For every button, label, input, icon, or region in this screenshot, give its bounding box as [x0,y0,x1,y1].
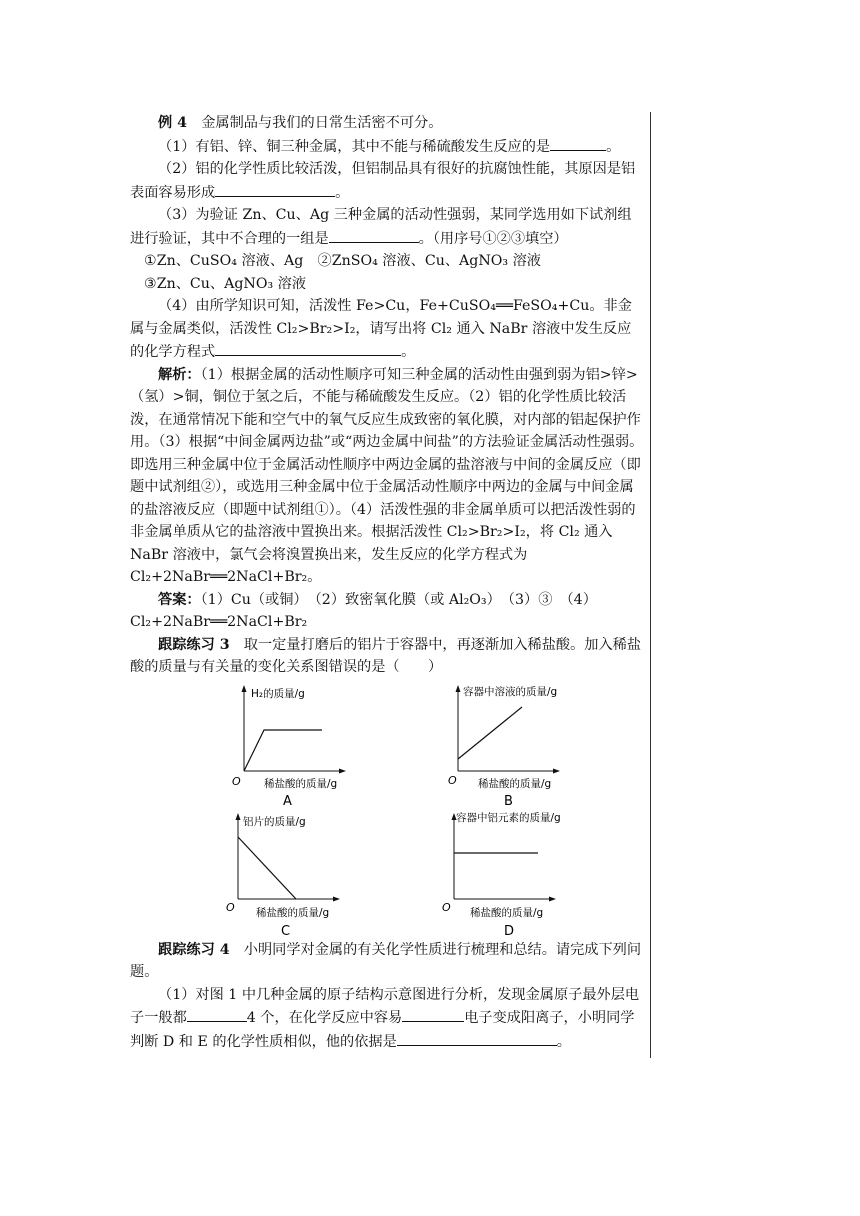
practice4-q1-text-c: 电子变成阳离子，小明同学判断 D 和 E 的化学性质相似，他的依据是 [130,1010,635,1050]
graph-c-origin: O [226,900,235,914]
graphs-area [130,683,644,939]
example4-intro [130,112,644,135]
q3-option-2: ②ZnSO₄ 溶液、Cu、AgNO₃ 溶液 [317,253,541,269]
practice4-q1 [130,984,644,1054]
practice3-heading: 跟踪练习 3 [158,636,230,653]
graph-a-x-arrow [339,768,346,773]
graph-a [226,683,356,813]
graph-d-x-arrow [549,896,556,901]
q2-end: 。 [335,184,350,201]
analysis-paragraph [130,364,644,589]
graph-c [226,811,356,945]
q4-answer-blank[interactable] [215,340,401,356]
graph-a-xlabel: 稀盐酸的质量/g [264,777,338,790]
graph-b-y-arrow [456,685,461,692]
graph-c-ylabel: 铝片的质量/g [243,815,306,828]
example4-q4 [130,295,644,364]
example4-q1 [130,135,644,159]
document-column [130,112,644,1053]
q3-option-3: ③Zn、Cu、AgNO₃ 溶液 [144,275,307,292]
practice4-q1-end: 。 [556,1033,571,1050]
graph-c-letter: C [281,923,291,939]
graph-a-curve [244,730,322,771]
q3-options-row-2 [130,273,644,296]
graph-d-ylabel: 容器中铝元素的质量/g [456,811,561,824]
graph-c-y-arrow [236,813,241,820]
graph-b-ylabel: 容器中溶液的质量/g [463,685,558,698]
graph-c-curve [238,837,296,899]
graph-a-origin: O [232,774,241,788]
practice4-heading: 跟踪练习 4 [158,941,230,958]
practice4-text: 小明同学对金属的有关化学性质进行梳理和总结。请完成下列问题。 [130,941,642,980]
practice4-blank-1[interactable] [187,1006,247,1022]
practice4-q1-text-a: （1）对图 1 中几种金属的原子结构示意图进行分析，发现金属原子最外层电子一般都 [130,986,640,1026]
practice4-paragraph [130,939,644,984]
practice3-paragraph [130,634,644,679]
graph-d-svg [442,811,576,939]
example4-heading: 例 4 [158,115,187,131]
practice4-q1-text-b: 4 个，在化学反应中容易 [246,1010,403,1026]
q3-options-row [130,250,644,273]
graph-d [442,811,576,945]
q3-answer-blank[interactable] [329,227,419,243]
graph-d-xlabel: 稀盐酸的质量/g [470,906,544,919]
q3-option-1: ①Zn、CuSO₄ 溶液、Ag [144,253,304,269]
answer-label: 答案： [158,591,201,608]
graph-d-origin: O [442,900,451,914]
analysis-text: （1）根据金属的活动性顺序可知三种金属的活动性由强到弱为铝>锌>（氢）>铜，铜位于氢之后，不能与稀硫酸发生反应。（2）铝的化学性质比较活泼，在通常情况下能和空气中的氧气反应生成致密的氧化膜，对内部的铝起保护作用。（3）根据“中间金属两边盐”或“两边金属中间盐”的方法验证金属活动性强弱。即选用三种金属中位于金属活动性顺序中两边金属的盐溶液与中间的金属反应（即题中试剂组②），或选用三种金属中位于金属活动性顺序中两边的金属与中间金属的盐溶液反应（即题中试剂组①）。（4）活泼性强的非金属单质可以把活泼性弱的非金属单质从它的盐溶液中置换出来。根据活泼性 Cl₂>Br₂>I₂，将 Cl₂ 通入 NaBr 溶液中，氯气会将溴置换出来，发生反应的化学方程式为 Cl₂+2NaBr══2NaCl+Br₂。 [130,366,644,585]
graph-d-letter: D [504,923,515,939]
graph-b-svg [446,683,576,809]
practice4-blank-2[interactable] [402,1006,464,1022]
graph-b-x-arrow [553,768,560,773]
graph-a-letter: A [283,793,292,809]
graph-b-origin: O [448,773,457,787]
q3-end: 。（用序号①②③填空） [418,230,568,247]
q4-end: 。 [401,344,416,360]
practice3-text: 取一定量打磨后的铝片于容器中，再逐渐加入稀盐酸。加入稀盐酸的质量与有关量的变化关系图错误的是（ ） [130,636,642,675]
q3-text: （3）为验证 Zn、Cu、Ag 三种金属的活动性强弱，某同学选用如下试剂组进行验证，其中不合理的一组是 [130,207,632,247]
example4-q3 [130,204,644,250]
graph-a-y-arrow [242,685,247,692]
q1-text: （1）有铝、锌、铜三种金属，其中不能与稀硫酸发生反应的是 [158,138,551,155]
graph-b [446,683,576,813]
graph-b-curve [458,707,522,759]
column-border-line [650,112,651,1058]
answer-paragraph [130,589,644,634]
example4-q2 [130,158,644,204]
graph-b-letter: B [504,793,513,809]
graph-b-xlabel: 稀盐酸的质量/g [478,777,552,790]
graph-a-svg [226,683,356,809]
graph-c-x-arrow [333,896,340,901]
q1-end: 。 [606,138,621,155]
graph-c-svg [226,811,356,937]
graph-a-ylabel: H₂的质量/g [251,687,305,700]
graph-c-xlabel: 稀盐酸的质量/g [256,906,330,919]
analysis-label: 解析： [158,366,201,383]
q2-text: （2）铝的化学性质比较活泼，但铝制品具有很好的抗腐蚀性能，其原因是铝表面容易形成 [130,161,636,201]
example4-intro-text: 金属制品与我们的日常生活密不可分。 [201,115,443,131]
q1-answer-blank[interactable] [550,135,606,151]
answer-text: （1）Cu（或铜） （2）致密氧化膜（或 Al₂O₃） （3）③ （4）Cl₂+2NaBr══2NaCl+Br₂ [130,591,597,630]
q2-answer-blank[interactable] [215,181,335,197]
practice4-blank-3[interactable] [397,1030,557,1046]
q4-text: （4）由所学知识可知，活泼性 Fe>Cu，Fe+CuSO₄══FeSO₄+Cu。非金属与金属类似，活泼性 Cl₂>Br₂>I₂，请写出将 Cl₂ 通入 NaBr 溶液中发生反应的化学方程式 [130,298,632,360]
